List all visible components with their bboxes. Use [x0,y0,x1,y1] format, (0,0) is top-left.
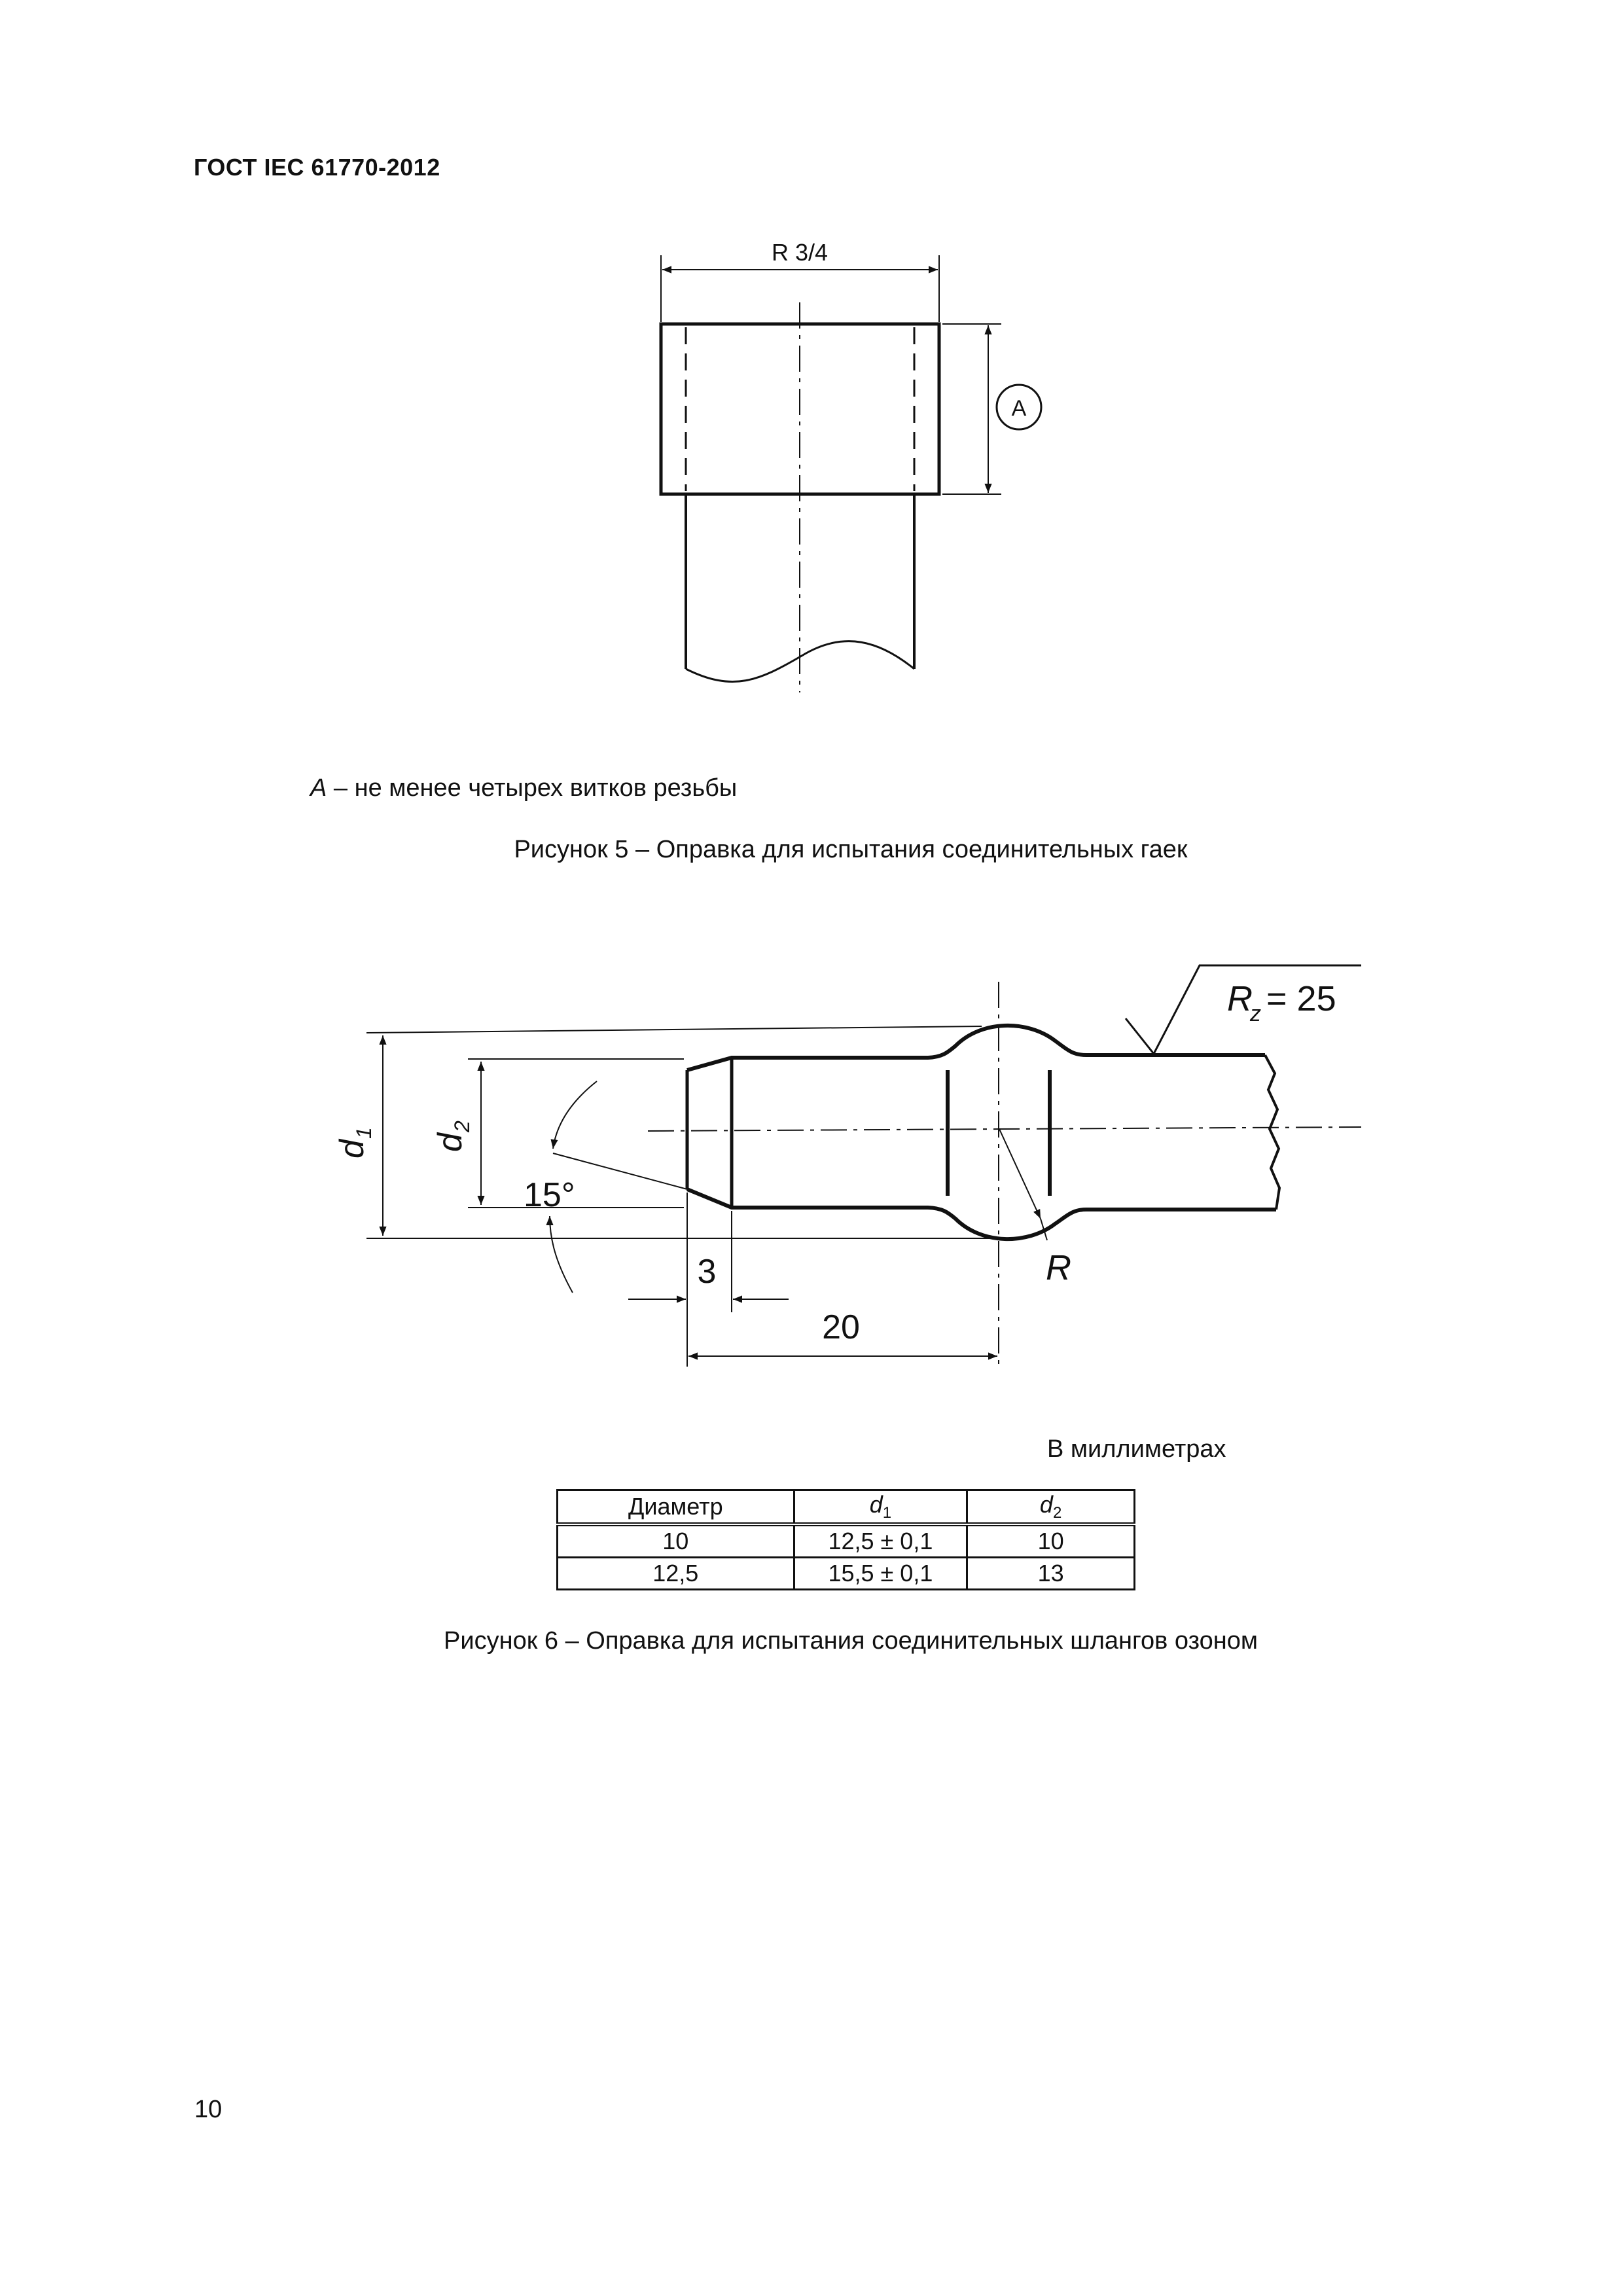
d1-label: d [333,1139,371,1158]
d2-label: d [431,1133,469,1152]
cell-diameter: 12,5 [558,1558,794,1590]
angle-label: 15° [524,1176,575,1214]
roughness-value: = 25 [1266,979,1336,1018]
angle-arc-bottom [550,1216,573,1293]
legend-symbol: A [310,774,327,802]
header-d1: $d_1$ [794,1490,967,1525]
table-header-row [558,1490,1135,1525]
mandrel-top-outline [687,1026,1265,1070]
figure-5-drawing [661,255,1041,692]
dim20-label: 20 [822,1308,860,1346]
radius-label: R [1046,1248,1071,1287]
figure6-caption: Рисунок 6 – Оправка для испытания соединительных шлангов озоном [444,1627,1258,1655]
figure-6-drawing [366,965,1361,1368]
break-line [1265,1055,1279,1210]
table-row [558,1524,1135,1558]
radius-leader-arrow [999,1129,1041,1219]
table-row [558,1558,1135,1590]
header-d2: $d_2$ [967,1490,1135,1525]
legend-text: – не менее четырех витков резьбы [327,774,738,802]
cell-diameter: 10 [558,1524,794,1558]
dim-label-r34: R 3/4 [771,239,829,266]
d2-sub: 2 [450,1121,474,1132]
roughness-r: R [1227,979,1253,1018]
figure5-legend [310,774,737,802]
angle-arc-top [553,1081,597,1149]
dimensions-table [556,1489,1135,1590]
cell-d1: 15,5 ± 0,1 [794,1558,967,1590]
d1-sub: 1 [352,1127,376,1139]
d1-ext-top [366,1026,982,1033]
mandrel-bottom-outline [687,1189,1276,1239]
roughness-sub: z [1250,1001,1261,1026]
cell-d1: 12,5 ± 0,1 [794,1524,967,1558]
figure5-caption: Рисунок 5 – Оправка для испытания соединительных гаек [514,836,1188,863]
cell-d2: 10 [967,1524,1135,1558]
callout-a-label: A [1011,396,1027,421]
units-note: В миллиметрах [1047,1435,1226,1463]
page-number: 10 [194,2096,223,2123]
dim3-label: 3 [697,1253,717,1291]
header-diameter: Диаметр [558,1490,794,1525]
cell-d2: 13 [967,1558,1135,1590]
figure6-axis [648,1127,1361,1131]
document-code-header: ГОСТ IEC 61770-2012 [194,154,440,181]
